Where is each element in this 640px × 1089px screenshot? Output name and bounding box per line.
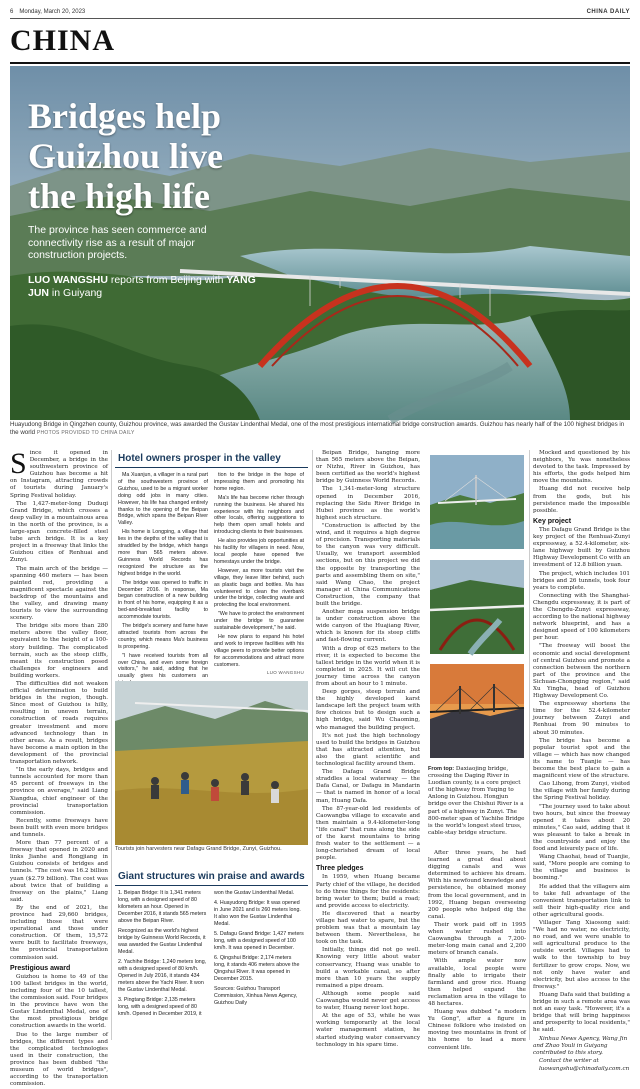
list-item: 2. Yachihe Bridge: 1,240 meters long, with a designed speed of 80 km/h. Opened in July 2016, it stands 434 meters above the Yachi River. It won the Gustav Lindenthal Medal. <box>118 959 207 993</box>
paragraph: Wang Chaohai, head of Tuanjie, said, "More people are coming to the village and business is booming." <box>533 854 630 882</box>
paragraph: More than 77 percent of a freeway that opened in 2020 and links Jianhe and Rongjiang in Guizhou consists of bridges and tunnels. "The cost was 16.2 billion yuan ($2.79 billion). The cost was about twice that of building a freeway on the plains," Liang said. <box>10 840 108 903</box>
paragraph: Villager Tang Xiaosong said: "We had no water, no electricity, no road, and we were unable to sell agricultural produce to the outside world. Villages had to walk to the township to buy fertilizer to grow crops. Now, we not only have water and electricity, but also access to the freeway." <box>533 920 630 990</box>
contribution-credit: Xinhua News Agency, Wang Jin and Zhao Youli in Guiyang contributed to this story. <box>533 1035 628 1056</box>
tourists-photo-caption: Tourists join harvesters near Dafagu Grand Bridge, Zunyi, Guizhou. <box>115 846 282 852</box>
byline-author-2: YANG JUN <box>28 274 256 299</box>
subhead-prestigious-award: Prestigious award <box>10 964 71 972</box>
photo-credit: PHOTOS PROVIDED TO CHINA DAILY <box>36 430 135 436</box>
column-divider <box>111 450 112 1040</box>
list-item: 1. Beipan Bridge: It is 1,341 meters long, with a designed speed of 80 kilometers an hour. Opened in December 2016, it stands 565 meters above the Beipan River. <box>118 890 207 924</box>
sources: Sources: Guizhou Transport Commission, Xinhua News Agency, Guizhou Daily <box>214 986 298 1006</box>
paragraph: With ample water now available, local people were finally able to irrigate their farmland and grow rice. Huang then helped expand the reclamation area in the village to 48 hectares. <box>428 958 526 1007</box>
subhead-key-project: Key project <box>533 517 572 525</box>
circle-photo-yachihe <box>430 664 524 758</box>
tourists-illustration <box>115 681 308 845</box>
hotel-box-rule <box>115 467 308 468</box>
paragraph: After three years, he had learned a great deal about digging canals and was determined to achieve his dream. With his newfound knowledge and persistence, he obtained money from the local government, and in 1992, Huang began overseeing 200 people who helped dig the canal. <box>428 850 526 920</box>
paragraph: Huang was dubbed "a modern Yu Gong", after a figure in Chinese folklore who insisted on moving two mountains in front of his home to lead a more convenient life. <box>428 1009 526 1051</box>
paragraph: Huang did not receive help from the gods, but his persistence made the impossible possible. <box>533 486 630 514</box>
paragraph: Cao Lihong, from Zunyi, visited the village with her family during the Spring Festival holiday. <box>533 781 630 802</box>
paragraph: The expressway shortens the time for the 52.4-kilometer journey between Zunyi and Renhuai from 90 minutes to about 30 minutes. <box>533 701 630 736</box>
article-column-3 <box>316 450 420 1050</box>
giants-box-title: Giant structures win praise and awards <box>118 871 305 882</box>
list-item: 5. Dafagu Grand Bridge: 1,427 meters long, with a designed speed of 100 km/h. It was opened in December. <box>214 931 304 951</box>
paragraph: "The journey used to take about two hours, but since the freeway opened it takes about 20 minutes," Cao said, adding that it was pleasant to take a break in the countryside and enjoy the food and leisurely pace of life. <box>533 803 630 853</box>
circle-photo-hongjun <box>430 560 524 654</box>
paragraph: The 87-year-old led residents of Caowangba village to excavate and then maintain a 9.4-kilometer-long "life canal" that runs along the side of the karst mountains to bring fresh water to the settlement — a long-cherished dream of local people. <box>316 805 420 862</box>
paragraph: Deep gorges, steep terrain and the highly developed karst landscape left the project team with few choices but to design such a high bridge, said Wu Chaoming, who managed the building project. <box>316 689 420 731</box>
byline-mid: reports from Beijing with <box>107 274 227 286</box>
paragraph: "The freeway will boost the economic and social development of central Guizhou and promote a connection between the northern part of the province and the Sichuan-Chongqing region," said Xu Yingha, head of Guizhou Highway Development Co. <box>533 643 630 700</box>
deck: The province has seen commerce and connectivity rise as a result of major construction projects. <box>28 224 207 261</box>
lead-paragraph: Since it opened in December, a bridge in the southwestern province of Guizhou has become a hit on Instagram, attracting crowds of tourists during January's Spring Festival holiday. <box>10 447 108 499</box>
header-rule <box>10 18 630 19</box>
paragraph: Guizhou is home to 49 of the 100 tallest bridges in the world, including four of the 10 tallest, the commission said. Four bridges in the province have won the Gustav Lindenthal Medal, one of the most prestigious bridge construction awards in the world. <box>10 973 108 1030</box>
hotel-box-col-right: tion to the bridge in the hope of impressing them and promoting his home region. Ma's life has become richer through running the business. He shared his experience with his neighbors and other locals, offering suggestions to help them open small hotels and introducing clients to their businesses. He also provides job opportunities at his facility for villagers in need. Now, local people have opened five homestays under the bridge. However, as more tourists visit the village, they leave litter behind, such as plastic bags and bottles. Ma has volunteered to clean the riverbank under the bridge, collecting waste and protecting the local environment. "We have to protect the environment under the bridge to guarantee sustainable development," he said. He now plans to expand his hotel and work to improve facilities with his village peers to provide better options for accommodations and attract more customers. LUO WANGSHU <box>214 472 304 676</box>
article-column-1 <box>10 447 108 1089</box>
paragraph: He discovered that a nearby village had water to spare, but the problem was that a mountain lay between them. Nevertheless, he took on the task. <box>316 910 420 946</box>
byline-end: in Guiyang <box>49 286 103 299</box>
headline-line-2: Guizhou live <box>28 136 224 176</box>
section-rule <box>10 62 630 64</box>
paragraph: The 1,427-meter-long Duduqi Grand Bridge, which crosses a deep valley in a mountainous area in the north of the province, is a large-span concrete-filled steel tube arch bridge. It is a key project in a freeway that links the Guizhou cities of Renhuai and Zunyi. <box>10 500 108 564</box>
paragraph: The 1,341-meter-long structure opened in December 2016, replacing the Sidu River Bridge in Hubei province as the world's highest such structure. <box>316 486 420 521</box>
paragraph: Recently, some freeways have been built with even more bridges and tunnels. <box>10 817 108 838</box>
hero-photo <box>10 66 630 420</box>
caption-lead: From top: <box>428 766 455 772</box>
paragraph: Connecting with the Shanghai-Chengdu expressway, it is part of the Chengdu-Zunyi expressway, according to the national highway network blueprint, and has a designed speed of 100 kilometers per hour. <box>533 592 631 642</box>
article-column-5 <box>533 450 630 1074</box>
paragraph: Beipan Bridge, hanging more than 565 meters above the Beipan, or Nizhu, River in Guizhou, has been certified as the world's highest bridge by Guinness World Records. <box>316 450 420 485</box>
byline-author-1: LUO WANGSHU <box>28 274 108 286</box>
paragraph: The bridge has become a popular tourist spot and the village — which has now changed its name to Tuanjie — has become the best place to gain a magnificent view of the structure. <box>533 737 630 780</box>
paragraph: By the end of 2021, the province had 29,660 bridges, including those that were operational and those under construction. Of them, 15,572 were built to facilitate freeways, the provincial transportation commission said. <box>10 904 108 961</box>
giants-list-left <box>118 890 208 1021</box>
paragraph: The main arch of the bridge — spanning 460 meters — has been painted red, providing a magnificent spectacle against the backdrop of the mountains and the valley, and drawing many tourists to view the surrounding scenery. <box>10 565 108 622</box>
paragraph: Although some people said Caowangba would never get access to water, Huang never lost hope. <box>316 990 420 1012</box>
column-divider <box>312 450 313 1040</box>
page-date: Monday, March 20, 2023 <box>19 9 86 15</box>
paragraph: With a drop of 625 meters to the river, it is expected to become the tallest bridge in the world when it is completed in 2025. It will cut the journey time across the canyon from about an hour to 1 minute. <box>316 645 420 687</box>
paragraph: Huang Dafa said that building a bridge in such a remote area was not an easy task. "However, it's a bridge that will bring happiness and prosperity to local residents," he said. <box>533 991 630 1034</box>
hotel-box-col-left: Ma Xuanjun, a villager in a rural part of the southwestern province of Guizhou, used to be a migrant worker doing odd jobs in many cities. However, his life has changed entirely thanks to the opening of the Beipan Bridge, which spans the Beipan River Valley. His home is Longping, a village that lies in the depths of the valley that is straddled by the bridge, which hangs more than 565 meters above. Guinness World Records has recognized the structure as the highest bridge in the world. The bridge was opened to traffic in December 2016. In response, Ma began construction of a new building in front of his home, equipping it as a bed-and-breakfast facility to accommodate tourists. The bridge's scenery and fame have attracted tourists from across the country, which means Ma's business is prospering. "I have received tourists from all over China, and even some foreign visitors," he said, adding that he usually gives his customers an <box>118 472 208 680</box>
headline-line-3: the high life <box>28 176 211 216</box>
page-number: 6 <box>10 9 14 15</box>
paragraph: The project, which includes 101 bridges and 26 tunnels, took four years to complete. <box>533 570 630 591</box>
hotel-box-title: Hotel owners prosper in the valley <box>118 453 281 464</box>
hero-caption-text: Huayudong Bridge in Qingzhen county, Guizhou province, was awarded the Gustav Lindenthal Medal, one of the most prestigious international bridge construction awards. Guizhou has nearly half of the 100 highest bridges in the world <box>10 421 625 436</box>
paragraph: "In the early days, bridges and tunnels accounted for more than 45 percent of freeways in the province on average," said Liang Xiangdua, chief engineer of the provincial transportation commission. <box>10 767 108 816</box>
paragraph: Mocked and questioned by his neighbors, Yu was nonetheless devoted to the task. Impressed by his efforts, the gods helped him move the mountains. <box>533 450 630 485</box>
list-item: 6. Qingshui Bridge: 2,174 meters long, it stands 406 meters above the Qingshui River. It was opened in December 2015. <box>214 955 300 982</box>
byline <box>28 274 268 299</box>
article-column-4 <box>428 850 526 1053</box>
list-item: 4. Huayudong Bridge: It was opened in June 2021 and is 260 meters long. It also won the Gustav Lindenthal Medal. <box>214 900 301 927</box>
column-divider <box>529 450 530 1040</box>
page-header <box>10 6 630 18</box>
subhead-three-pledges: Three pledges <box>316 865 364 873</box>
paragraph: Another mega suspension bridge is under construction above the wide canyon of the Huajiang River, which is known for its steep cliffs and fast-flowing current. <box>316 609 420 644</box>
paragraph: The Dafagu Grand Bridge is the key project of the Renhuai-Zunyi expressway, a 52.4-kilometer, six-lane highway built by Guizhou Highway Development Co with an investment of 12.8 billion yuan. <box>533 526 630 569</box>
paragraph: "Construction is affected by the wind, and it requires a high degree of precision. Transporting materials to the canyon was very difficult. Usually, we transport assembled sections, but on this project we did the opposite by transporting the parts and assembling them on site," said Wang Chao, the project manager at China Communications Construction, the company that built the bridge. <box>316 522 420 607</box>
headline <box>28 96 258 216</box>
giants-list-right <box>214 890 304 1010</box>
paragraph: Due to the large number of bridges, the different types and the complicated technologies used in their construction, the province has been dubbed "the museum of world bridges", according to the transportation commission. <box>10 1031 108 1088</box>
masthead: CHINA DAILY <box>586 9 630 15</box>
paragraph: He added that the villagers aim to take full advantage of the convenient transportation link to sell their high-quality rice and other agricultural goods. <box>533 883 630 918</box>
paragraph: In 1959, when Huang became Party chief of the village, he decided to do three things for the residents: bring water to them; build a road; and provide access to electricity. <box>316 874 420 909</box>
paragraph: Their work paid off in 1995 when water rushed into Caowangba through a 7,200-meter-long main canal and 2,200 meters of branch canals. <box>428 921 526 957</box>
paragraph: Initially, things did not go well. Knowing very little about water conservancy, Huang was unable to build a workable canal, so after more than 10 years the supply remained a pipe dream. <box>316 947 420 989</box>
tourists-photo <box>115 681 308 845</box>
section-title: CHINA <box>10 24 116 57</box>
paragraph: The bridge sits more than 280 meters above the valley floor, equivalent to the height of a 100-story building. The complicated terrain, such as the steep cliffs, meant its construction posed challenges for engineers and building workers. <box>10 623 108 679</box>
paragraph: The difficulties did not weaken official determination to build bridges in the region, though. Since most of Guizhou is hilly, resulting in uneven terrain, construction of roads requires greater investment and more advanced technology than in other areas. As a result, bridges have become a main option in the development of the provincial transportation network. <box>10 681 108 766</box>
list-item: won the Gustav Lindenthal Medal. <box>214 890 295 896</box>
drop-cap: S <box>10 447 27 480</box>
paragraph: It's not just the high technology used to build the bridges in Guizhou that has attracted attention, but also the giant scientific and technological facility around them. <box>316 732 420 768</box>
paragraph: The Dafagu Grand Bridge straddles a local waterway — the Dafa Canal, or Dafagu in Mandarin — that is named in honor of a local man, Huang Dafa. <box>316 769 420 804</box>
paragraph: At the age of 53, while he was working temporarily at the local water management station, he started studying water conservancy technology in his spare time. <box>316 1013 420 1048</box>
hero-caption <box>10 421 630 437</box>
giants-box-rule <box>115 885 308 886</box>
hotel-box-byline: LUO WANGSHU <box>266 670 304 676</box>
circle-photos-caption: From top: Daxiaojing bridge, crossing the Daging River in Luodian county, is a core project of the highway from Yuqing to Anlong in Guizhou. Hongjun bridge over the Chishui River is a part of a highway in Zunyi. The 800-meter span of Yachihe Bridge is the world's longest steel truss, cable-stay bridge structure. <box>428 766 525 836</box>
circle-photo-daxiaojing <box>430 455 524 549</box>
contact-email: luowangshu@chinadaily.com.cn <box>539 1065 630 1072</box>
contact-label: Contact the writer at <box>539 1057 599 1064</box>
list-item: Recognized as the world's highest bridge by Guinness World Records, it was awarded the Gustav Lindenthal Medal. <box>118 928 206 955</box>
headline-line-1: Bridges help <box>28 96 222 136</box>
list-item: 3. Pingtang Bridge: 2,135 meters long, with a designed speed of 80 km/h. Opened in December 2019, it <box>118 997 202 1017</box>
